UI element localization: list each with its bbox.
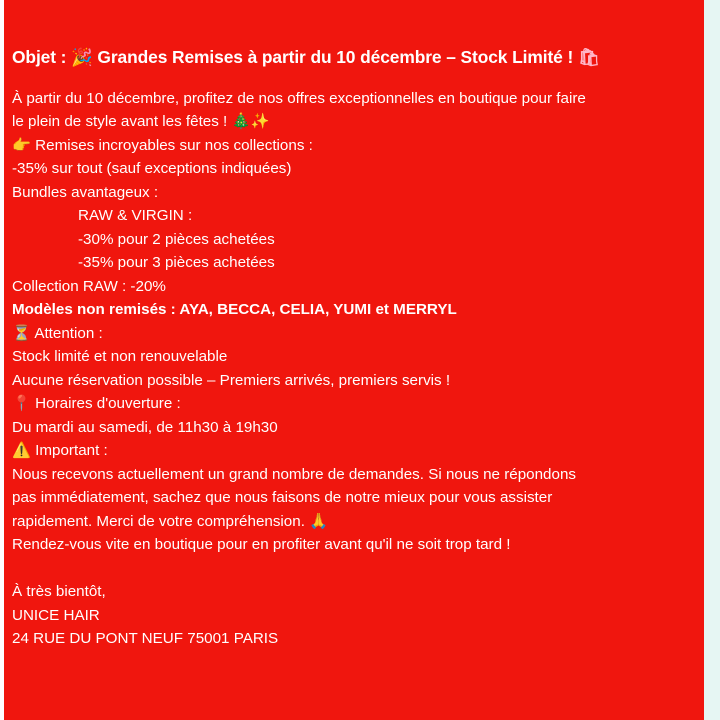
bundles-label: Bundles avantageux : [12, 183, 159, 201]
important-line-4: Rendez-vous vite en boutique pour en profiter avant qu'il ne soit trop tard ! [12, 536, 511, 553]
attention-line-2: Aucune réservation possible – Premiers arrivés, premiers servis ! [12, 371, 451, 389]
important-line-3-text: rapidement. Merci de votre compréhension. [12, 512, 305, 530]
spacer [12, 557, 702, 581]
important-line-1: Nous recevons actuellement un grand nombre de demandes. Si nous ne répondons [12, 465, 576, 483]
important-heading [12, 439, 702, 463]
intro-line-1: À partir du 10 décembre, profitez de nos offres exceptionnelles en boutique pour faire [12, 89, 586, 107]
side-strip [704, 0, 720, 720]
signature-address: 24 RUE DU PONT NEUF 75001 PARIS [12, 630, 279, 647]
praying-hands-icon: 🙏 [309, 511, 329, 530]
signature-greeting: À très bientôt, [12, 583, 106, 600]
intro-line-2-text: le plein de style avant les fêtes ! [12, 113, 228, 130]
intro-line-2 [12, 110, 702, 134]
bundle-3-pieces: -35% pour 3 pièces achetées [78, 254, 275, 271]
remises-heading [12, 134, 702, 158]
attention-heading [12, 322, 702, 346]
important-heading-text: Important : [35, 442, 108, 459]
bundles-sub: RAW & VIRGIN : [78, 207, 193, 224]
attention-line-1: Stock limité et non renouvelable [12, 348, 228, 365]
subject-title: Grandes Remises à partir du 10 décembre – Stock Limité ! [97, 47, 574, 67]
horaires-heading [12, 392, 702, 416]
subject-prefix: Objet : [12, 47, 67, 67]
warning-icon: ⚠️ [12, 441, 31, 459]
raw-collection: Collection RAW : -20% [12, 277, 166, 295]
party-popper-icon: 🎉 [71, 48, 93, 68]
shopping-bag-icon: 🛍 [577, 48, 600, 68]
sparkles-icon: ✨ [250, 112, 270, 130]
important-line-2: pas immédiatement, sachez que nous faisons de notre mieux pour vous assister [12, 489, 553, 506]
announcement-panel [4, 0, 704, 720]
bundle-2-pieces: -30% pour 2 pièces achetées [78, 230, 275, 248]
announcement-text [12, 46, 702, 651]
pin-icon: 📍 [12, 394, 31, 412]
remises-heading-text: Remises incroyables sur nos collections : [35, 136, 313, 154]
attention-heading-text: Attention : [34, 324, 103, 342]
signature-company: UNICE HAIR [12, 606, 100, 624]
pointing-hand-icon: 👉 [12, 135, 31, 154]
remises-all-off: -35% sur tout (sauf exceptions indiquées) [12, 160, 292, 177]
hourglass-icon: ⏳ [12, 323, 31, 342]
christmas-tree-icon: 🎄 [231, 112, 251, 130]
horaires-heading-text: Horaires d'ouverture : [35, 395, 181, 412]
subject-line [12, 46, 702, 71]
horaires-line: Du mardi au samedi, de 11h30 à 19h30 [12, 418, 278, 436]
non-remises-models: Modèles non remisés : AYA, BECCA, CELIA, YUMI et MERRYL [12, 301, 457, 318]
important-line-3 [12, 510, 702, 534]
